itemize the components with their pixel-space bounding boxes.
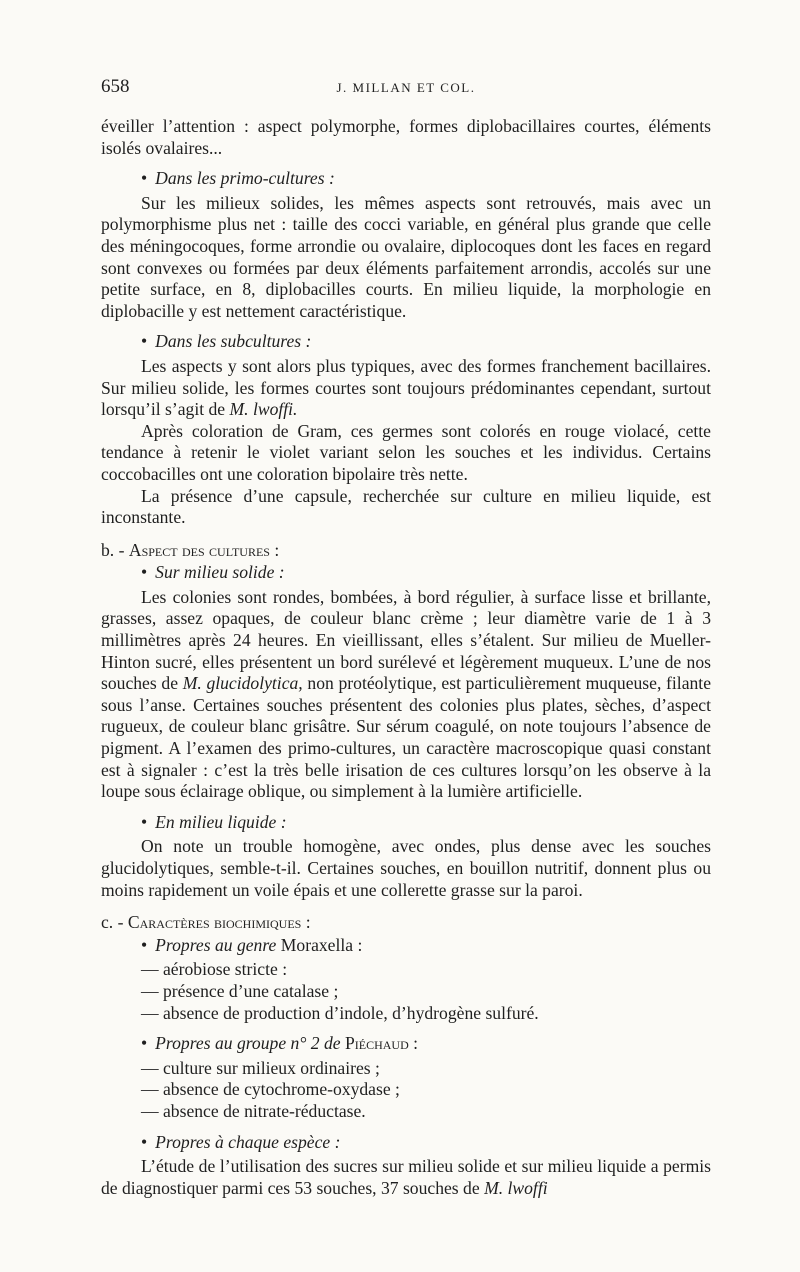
- bullet-icon: •: [141, 1033, 148, 1054]
- section-heading-b: b. - Aspect des cultures :: [101, 539, 280, 560]
- subheading-milieu-liquide: • En milieu liquide :: [141, 811, 287, 832]
- bullet-icon: •: [141, 934, 148, 955]
- subheading-genre: • Propres au genre Moraxella :: [141, 934, 363, 955]
- paragraph-subcultures-3: La présence d’une capsule, recherchée sur culture en milieu liquide, est inconstante.: [101, 485, 711, 528]
- paragraph-subcultures-2: Après coloration de Gram, ces germes sont colorés en rouge violacé, cette tendance à retenir le violet variant selon les souches et les individus. Certains coccobacilles ont une coloration bipolaire très nette.: [101, 420, 711, 484]
- paragraph-milieu-solide: Les colonies sont rondes, bombées, à bord régulier, à surface lisse et brillante, grasses, assez opaques, de couleur blanc crème ; leur diamètre varie de 1 à 3 millimètres après 24 heures. En vieillissant, elles s’étalent. Sur milieu de Mueller-Hinton sucré, elles présentent un bord surélevé et légèrement muqueux. L’une de nos souches de M. glucidolytica, non protéolytique, est particulièrement muqueuse, filante sous l’anse. Certaines souches présentent des colonies plus plates, sèches, d’aspect rugueux, de couleur blanc grisâtre. Sur sérum coagulé, on note toujours l’absence de pigment. A l’examen des primo-cultures, un caractère macroscopique quasi constant est à signaler : c’est la très belle irisation de ces cultures lorsqu’on les observe à la loupe sous éclairage oblique, ou simplement à la lumière artificielle.: [101, 586, 711, 802]
- paragraph-milieu-liquide: On note un trouble homogène, avec ondes, plus dense avec les souches glucidolytiques, semble-t-il. Certaines souches, en bouillon nutritif, donnent plus ou moins rapidement un voile épais et une collerette grasse sur la paroi.: [101, 836, 711, 900]
- subheading-primo-cultures: • Dans les primo-cultures :: [141, 168, 335, 189]
- paragraph-subcultures-1: Les aspects y sont alors plus typiques, avec des formes franchement bacillaires. Sur milieu solide, les formes courtes sont toujours prédominantes cependant, surtout lorsqu’il s’agit de M. lwoffi.: [101, 355, 711, 420]
- list-item: — absence de cytochrome-oxydase ;: [141, 1079, 711, 1101]
- list-item: — présence d’une catalase ;: [141, 981, 711, 1003]
- subheading-espece: • Propres à chaque espèce :: [141, 1131, 341, 1152]
- list-item: — absence de nitrate-réductase.: [141, 1101, 711, 1123]
- subheading-groupe: • Propres au groupe n° 2 de Piéchaud :: [141, 1033, 419, 1054]
- list-genre: [101, 959, 711, 1024]
- running-head: J. MILLAN ET COL.: [336, 80, 476, 95]
- page-number: 658: [101, 76, 130, 97]
- paragraph-primo-cultures: Sur les milieux solides, les mêmes aspects sont retrouvés, mais avec un polymorphisme plus net : taille des cocci variable, en général plus grande que celle des méningocoques, forme arrondie ou ovalaire, diplocoques dont les faces en regard sont convexes ou formées par deux éléments parfaitement arrondis, accolés sur une petite surface, en 8, diplobacilles courts. En milieu liquide, la morphologie en diplobacille y est nettement caractéristique.: [101, 192, 711, 321]
- bullet-icon: •: [141, 811, 148, 832]
- list-item: — culture sur milieux ordinaires ;: [141, 1058, 711, 1080]
- body-text: [101, 116, 711, 1199]
- bullet-icon: •: [141, 1131, 148, 1152]
- paragraph-intro: éveiller l’attention : aspect polymorphe, formes diplobacillaires courtes, éléments isolés ovalaires...: [101, 116, 711, 158]
- bullet-icon: •: [141, 331, 148, 352]
- page-header: [101, 76, 711, 104]
- section-heading-c: c. - Caractères biochimiques :: [101, 912, 311, 933]
- list-item: — absence de production d’indole, d’hydrogène sulfuré.: [141, 1003, 711, 1025]
- bullet-icon: •: [141, 168, 148, 189]
- paragraph-espece: L’étude de l’utilisation des sucres sur milieu solide et sur milieu liquide a permis de diagnostiquer parmi ces 53 souches, 37 souches de M. lwoffi: [101, 1156, 711, 1198]
- subheading-milieu-solide: • Sur milieu solide :: [141, 562, 285, 583]
- list-item: — aérobiose stricte :: [141, 959, 711, 981]
- subheading-subcultures: • Dans les subcultures :: [141, 331, 312, 352]
- list-groupe: [101, 1058, 711, 1123]
- bullet-icon: •: [141, 562, 148, 583]
